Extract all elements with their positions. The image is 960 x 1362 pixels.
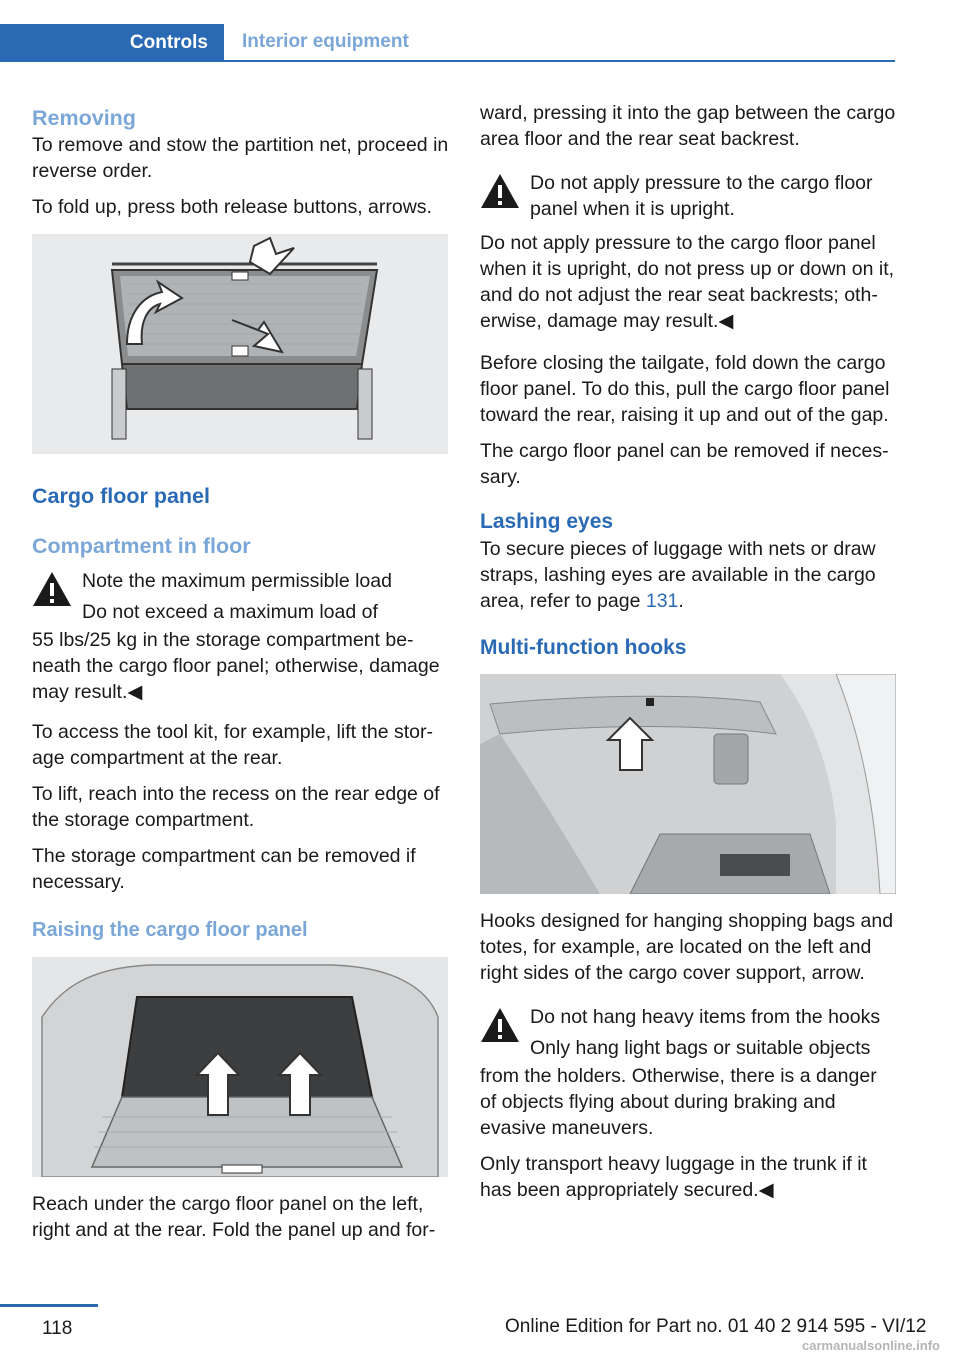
compartment-removable-text: The storage compartment can be removed if necessary.	[32, 845, 416, 893]
heavy-items-warning-lead: Only hang light bags or suitable objects	[530, 1037, 871, 1059]
tab-interior-equipment[interactable]: Interior equipment	[224, 24, 895, 62]
right-column	[480, 100, 898, 1213]
panel-removable-text: The cargo floor panel can be removed if neces-sary.	[480, 440, 889, 488]
chapter-tabs	[0, 24, 895, 62]
tab-controls[interactable]: Controls	[0, 24, 224, 62]
load-warning-title: Note the maximum permissible load	[82, 570, 392, 592]
trunk-hooks-illustration	[480, 674, 896, 894]
page-number: 118	[42, 1318, 73, 1339]
removing-text-1: To remove and stow the partition net, proceed in reverse order.	[32, 134, 449, 182]
cargo-floor-panel-heading: Cargo floor panel	[32, 484, 210, 508]
warning-triangle-icon	[480, 1006, 520, 1044]
lift-recess-text: To lift, reach into the recess on the rear edge of the storage compartment.	[32, 783, 440, 831]
hooks-figure	[480, 674, 896, 894]
online-edition-text: Online Edition for Part no. 01 40 2 914 595 - VI/12	[505, 1316, 927, 1337]
lashing-eyes-text	[480, 536, 898, 614]
load-warning-lead: Do not exceed a maximum load of	[82, 601, 378, 623]
left-column	[32, 100, 450, 1253]
removing-text-2: To fold up, press both release buttons, arrows.	[32, 196, 432, 218]
cargo-area-illustration	[32, 957, 448, 1177]
partition-net-figure	[32, 234, 448, 454]
heavy-luggage-text: Only transport heavy luggage in the trunk if it has been appropriately secured.◀	[480, 1153, 867, 1201]
compartment-in-floor-heading: Compartment in floor	[32, 534, 251, 558]
raising-cargo-floor-heading: Raising the cargo floor panel	[32, 919, 308, 941]
warning-triangle-icon	[32, 570, 72, 608]
pressure-warning	[480, 170, 898, 222]
removing-heading: Removing	[32, 106, 136, 130]
lashing-eyes-text-pre: To secure pieces of luggage with nets or draw straps, lashing eyes are available in the cargo area, refer to page	[480, 538, 876, 612]
pressure-warning-title: Do not apply pressure to the cargo floor panel when it is upright.	[530, 172, 873, 220]
hooks-description-text: Hooks designed for hanging shopping bags and totes, for example, are located on the left and right sides of the cargo cover support, arrow.	[480, 910, 894, 984]
heavy-items-warning	[480, 1004, 898, 1061]
lashing-eyes-text-post: .	[678, 590, 684, 612]
lashing-eyes-heading: Lashing eyes	[480, 510, 614, 533]
closing-tailgate-text: Before closing the tailgate, fold down the cargo floor panel. To do this, pull the cargo floor panel toward the rear, raising it up and out of the gap.	[480, 352, 890, 426]
partition-net-illustration	[32, 234, 448, 454]
reach-under-text: Reach under the cargo floor panel on the left, right and at the rear. Fold the panel up and for-	[32, 1193, 436, 1241]
pressure-warning-body: Do not apply pressure to the cargo floor panel when it is upright, do not press up or down on it, and do not adjust the rear seat backrests; oth-erwise, damage may result.◀	[480, 232, 895, 332]
raising-panel-figure	[32, 957, 448, 1177]
load-warning	[32, 568, 450, 625]
heavy-items-warning-title: Do not hang heavy items from the hooks	[530, 1006, 881, 1028]
multi-function-hooks-heading: Multi-function hooks	[480, 636, 687, 659]
footer-rule	[0, 1304, 98, 1307]
heavy-items-warning-body: from the holders. Otherwise, there is a danger of objects flying about during braking and evasive maneuvers.	[480, 1065, 877, 1139]
access-tool-kit-text: To access the tool kit, for example, lift the stor-age compartment at the rear.	[32, 721, 433, 769]
fold-ward-text: ward, pressing it into the gap between the cargo area floor and the rear seat backrest.	[480, 102, 896, 150]
warning-triangle-icon	[480, 172, 520, 210]
watermark: carmanualsonline.info	[802, 1338, 940, 1353]
page-131-link[interactable]: 131	[645, 590, 679, 612]
load-warning-body: 55 lbs/25 kg in the storage compartment be-neath the cargo floor panel; otherwise, damage may result.◀	[32, 629, 440, 703]
